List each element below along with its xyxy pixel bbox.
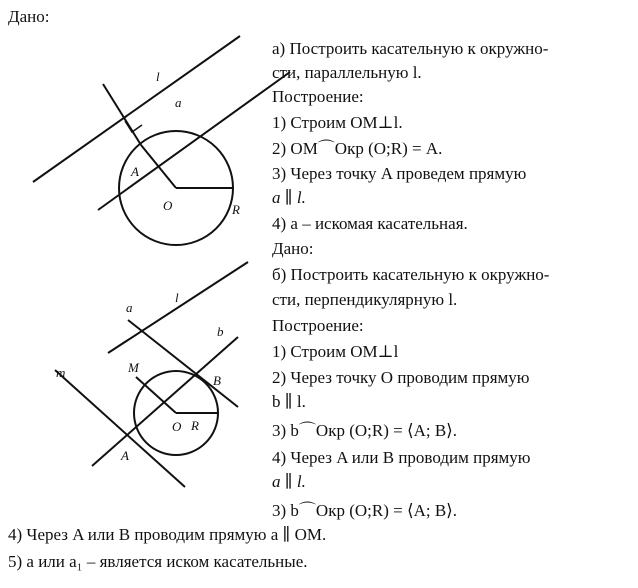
line-a-tangent — [98, 72, 290, 210]
figure-1-labels — [130, 69, 240, 217]
label-a-2: a — [126, 300, 133, 315]
label-O-2: O — [172, 419, 182, 434]
part-b-step2: 2) Через точку O проводим прямую — [272, 368, 530, 387]
line-m — [55, 370, 185, 487]
part-b-step4-cont: a ∥ l. — [272, 472, 306, 491]
part-b-step1: 1) Строим OM⊥l — [272, 342, 399, 361]
part-b-step2-cont: b ∥ l. — [272, 392, 306, 411]
part-a-task-line1: а) Построить касательную к окружно- — [272, 39, 549, 58]
label-R-1: R — [232, 202, 240, 217]
given-heading: Дано: — [8, 7, 50, 26]
line-OM — [103, 84, 141, 145]
bottom-step5: 5) a или a₁ – является иском касательные. — [8, 552, 308, 571]
part-a-step3: 3) Через точку A проведем прямую — [272, 164, 527, 183]
label-M: M — [128, 360, 139, 375]
part-a-step2: 2) OM⌒Окр (O;R) = A. — [272, 139, 443, 158]
label-R-2: R — [191, 418, 199, 433]
line-l — [33, 36, 240, 182]
part-a-step4: 4) a – искомая касательная. — [272, 214, 468, 233]
part-b-task-line1: б) Построить касательную к окружно- — [272, 265, 550, 284]
part-a-step3-cont: a ∥ l. — [272, 188, 306, 207]
part-b-step4: 4) Через A или B проводим прямую — [272, 448, 531, 467]
label-b-2: b — [217, 324, 224, 339]
given2-heading: Дано: — [272, 239, 314, 258]
label-a-1: a — [175, 95, 182, 110]
part-a-construction-label: Построение: — [272, 87, 364, 106]
segment-OA — [141, 145, 176, 188]
label-B: B — [213, 373, 221, 388]
label-A-1: A — [131, 164, 139, 179]
part-a-step1: 1) Строим OM⊥l. — [272, 113, 403, 132]
label-A-2: A — [121, 448, 129, 463]
label-l-2: l — [175, 290, 179, 305]
part-b-task-line2: сти, перпендикулярную l. — [272, 290, 458, 309]
part-a-task-line2: сти, параллельную l. — [272, 63, 422, 82]
label-O-1: O — [163, 198, 173, 213]
part-b-construction-label: Построение: — [272, 316, 364, 335]
bottom-step4: 4) Через A или B проводим прямую a ∥ OM. — [8, 525, 327, 544]
label-m: m — [56, 365, 66, 380]
segment-OM — [136, 377, 176, 413]
figure-1 — [33, 36, 290, 245]
part-b-step3: 3) b⌒Окр (O;R) = ⟨A; B⟩. — [272, 421, 458, 440]
part-b-step5: 3) b⌒Окр (O;R) = ⟨A; B⟩. — [272, 501, 458, 520]
label-l-1: l — [156, 69, 160, 84]
